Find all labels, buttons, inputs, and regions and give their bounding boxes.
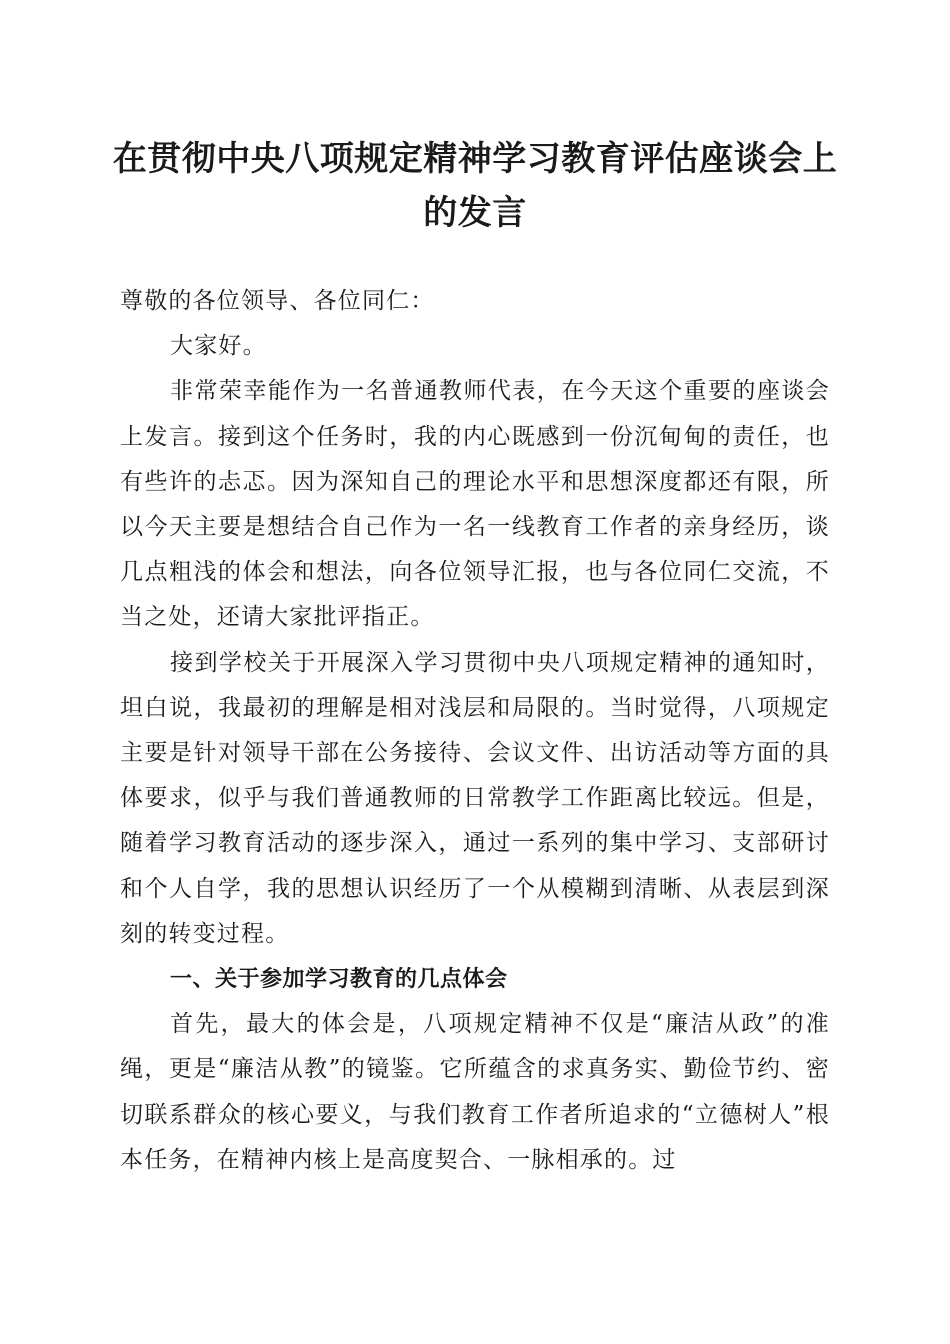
salutation: 尊敬的各位领导、各位同仁：	[120, 288, 435, 314]
document-body	[120, 279, 830, 1183]
paragraph: 非常荣幸能作为一名普通教师代表，在今天这个重要的座谈会上发言。接到这个任务时，我的内心既感到一份沉甸甸的责任，也有些许的忐忑。因为深知自己的理论水平和思想深度都还有限，所以今天主要是想结合自己作为一名一线教育工作者的亲身经历，谈几点粗浅的体会和想法，向各位领导汇报，也与各位同仁交流，不当之处，还请大家批评指正。	[120, 378, 830, 631]
section-heading: 一、关于参加学习教育的几点体会	[170, 967, 508, 993]
paragraph: 接到学校关于开展深入学习贯彻中央八项规定精神的通知时，坦白说，我最初的理解是相对浅层和局限的。当时觉得，八项规定主要是针对领导干部在公务接待、会议文件、出访活动等方面的具体要求，似乎与我们普通教师的日常教学工作距离比较远。但是，随着学习教育活动的逐步深入，通过一系列的集中学习、支部研讨和个人自学，我的思想认识经历了一个从模糊到清晰、从表层到深刻的转变过程。	[120, 649, 830, 947]
document-title: 在贯彻中央八项规定精神学习教育评估座谈会上的发言	[112, 139, 838, 233]
paragraph: 首先，最大的体会是，八项规定精神不仅是“廉洁从政”的准绳，更是“廉洁从教”的镜鉴。它所蕴含的求真务实、勤俭节约、密切联系群众的核心要义，与我们教育工作者所追求的“立德树人”根本任务，在精神内核上是高度契合、一脉相承的。过	[120, 1011, 830, 1173]
greeting: 大家好。	[170, 333, 267, 360]
